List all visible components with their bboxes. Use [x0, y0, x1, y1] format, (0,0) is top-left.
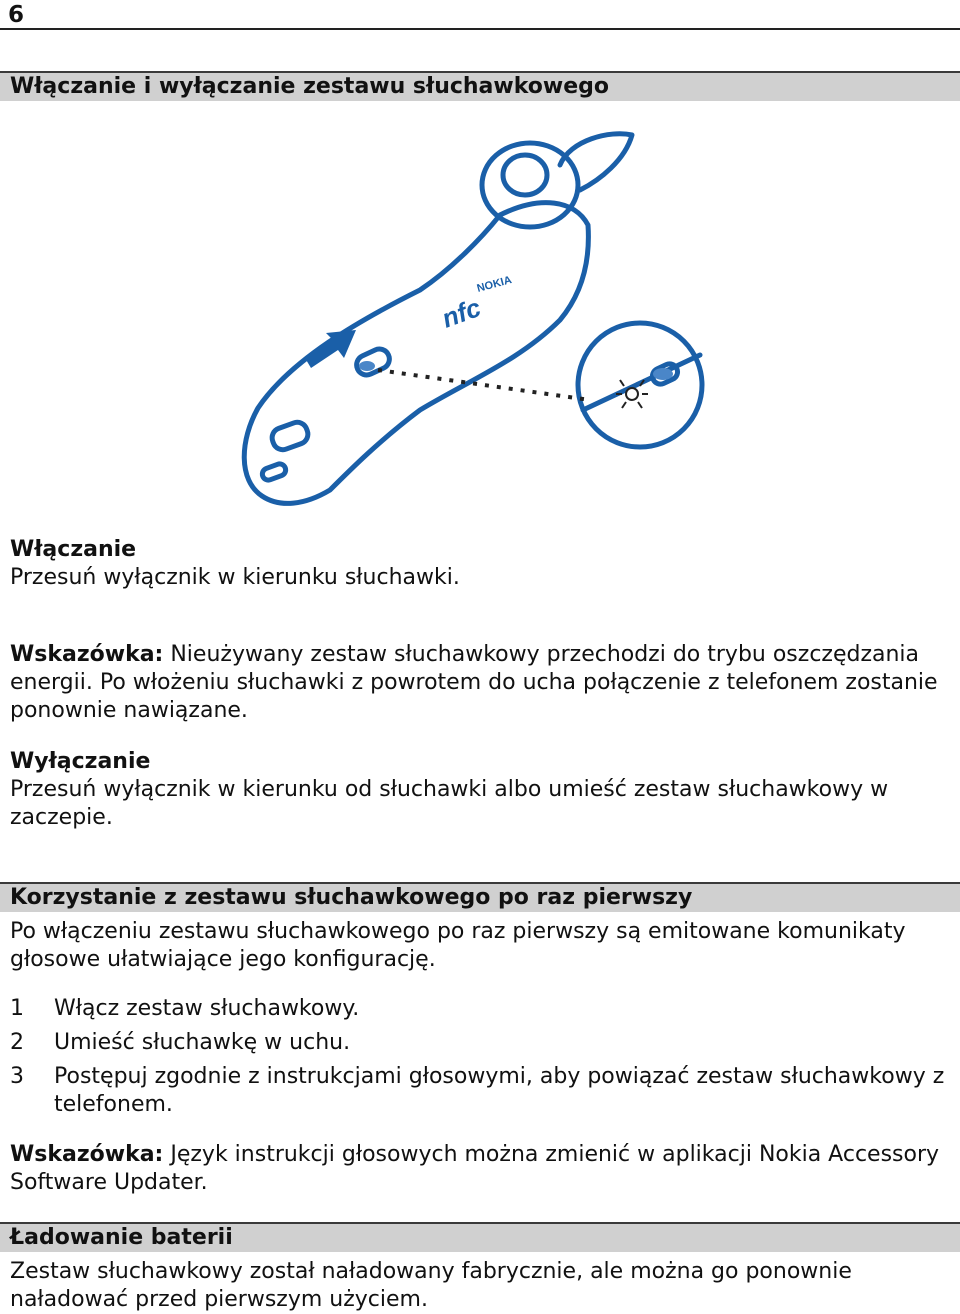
on-text: Przesuń wyłącznik w kierunku słuchawki. [10, 565, 460, 590]
headset-body [244, 203, 588, 504]
on-block [10, 536, 950, 592]
tip1-label: Wskazówka: [10, 642, 164, 667]
nfc-text: nfc [437, 292, 485, 334]
section-title-charging: Ładowanie baterii [0, 1222, 960, 1252]
steps-list [10, 995, 950, 1119]
bottom-port [261, 462, 288, 481]
section-title-onoff: Włączanie i wyłączanie zestawu słuchawkowego [0, 71, 960, 101]
off-heading: Wyłączanie [10, 749, 151, 774]
headset-illustration [0, 0, 960, 520]
on-heading: Włączanie [10, 537, 137, 562]
list-item: 2 Umieść słuchawkę w uchu. [10, 1030, 351, 1055]
firstuse-intro: Po włączeniu zestawu słuchawkowego po raz pierwszy są emitowane komunikaty głosowe ułatwiające jego konfigurację. [10, 919, 906, 972]
list-item: 1 Włącz zestaw słuchawkowy. [10, 996, 360, 1021]
tip1-block [10, 641, 950, 725]
brand-text: NOKIA [475, 274, 514, 295]
off-text: Przesuń wyłącznik w kierunku od słuchawki albo umieść zestaw słuchawkowy w zaczepie. [10, 777, 889, 830]
page-number: 6 [8, 2, 25, 28]
front-button [269, 420, 310, 453]
power-switch [353, 346, 392, 378]
charging-text: Zestaw słuchawkowy został naładowany fabrycznie, ale można go ponownie naładować przed pierwszym użyciem. [10, 1259, 852, 1312]
section-title-firstuse: Korzystanie z zestawu słuchawkowego po raz pierwszy [0, 882, 960, 912]
tip2-text: Język instrukcji głosowych można zmienić w aplikacji Nokia Accessory Software Updater. [10, 1142, 940, 1195]
off-block [10, 748, 950, 832]
slide-arrow-icon [305, 330, 356, 368]
tip2-label: Wskazówka: [10, 1142, 164, 1167]
list-item: 3 Postępuj zgodnie z instrukcjami głosowymi, aby powiązać zestaw słuchawkowy z telefonem. [10, 1064, 945, 1117]
tip2-block [10, 1141, 950, 1197]
tip1-text: Nieużywany zestaw słuchawkowy przechodzi do trybu oszczędzania energii. Po włożeniu słuchawki z powrotem do ucha połączenie z telefonem zostanie ponownie nawiązane. [10, 642, 938, 723]
